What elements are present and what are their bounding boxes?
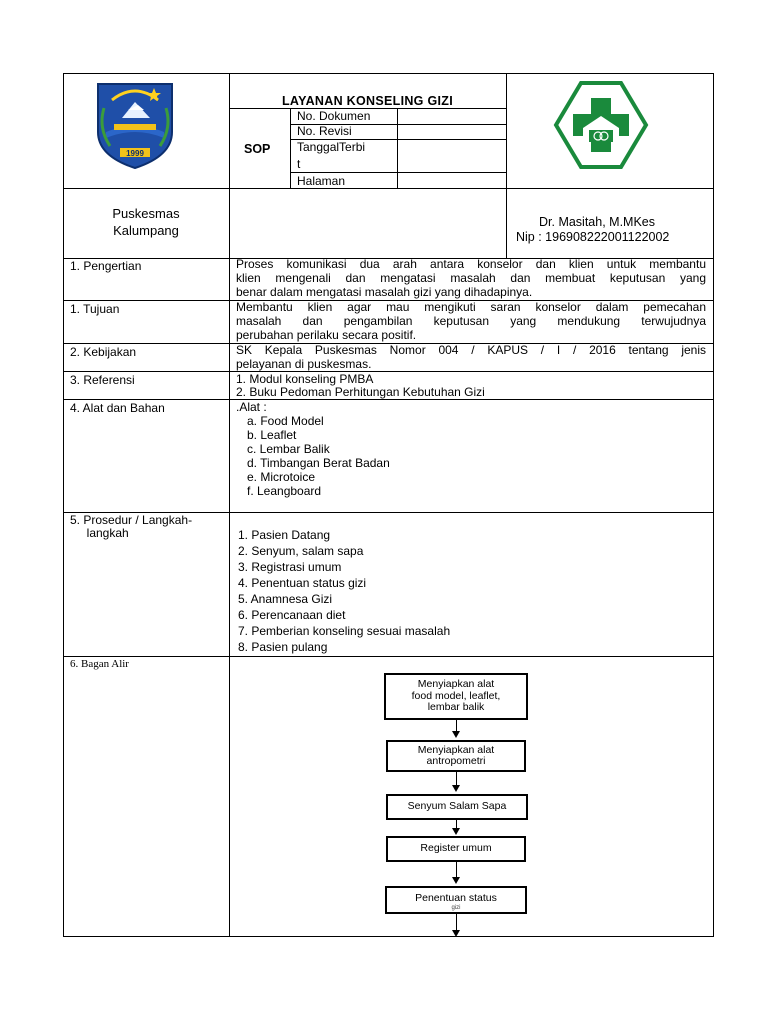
label-kebijakan: 2. Kebijakan: [70, 345, 137, 359]
alat-item-6: f. Leangboard: [247, 484, 322, 498]
tujuan-line-2: masalah dan pengambilan keputusan yang mendukung terwujudnya: [236, 314, 706, 328]
flow-text: Register umum: [420, 842, 492, 855]
flow-arrow-head: [452, 785, 460, 792]
divider: [397, 108, 398, 188]
alat-item-4: d. Timbangan Berat Badan: [247, 456, 390, 470]
regency-logo: [92, 80, 178, 170]
divider: [290, 172, 506, 173]
kebijakan-line-2: pelayanan di puskesmas.: [236, 357, 372, 371]
alat-heading: .Alat :: [236, 400, 267, 414]
divider: [229, 258, 230, 937]
flow-text: lembar balik: [427, 701, 485, 714]
pengertian-line-1: Proses komunikasi dua arah antara konselor dan klien untuk membantu: [236, 257, 706, 271]
signatory-name: Dr. Masitah, M.MKes: [539, 215, 655, 229]
divider: [63, 399, 714, 400]
label-alat-bahan: 4. Alat dan Bahan: [70, 401, 165, 415]
field-tanggal-terbit: TanggalTerbi: [297, 140, 366, 154]
label-prosedur: 5. Prosedur / Langkah-: [70, 513, 193, 527]
puskesmas-logo: [553, 80, 649, 170]
prosedur-item-1: 1. Pasien Datang: [238, 528, 331, 542]
label-pengertian: 1. Pengertian: [70, 259, 142, 273]
flow-arrow-head: [452, 828, 460, 835]
referensi-item-2: 2. Buku Pedoman Perhitungan Kebutuhan Gizi: [236, 385, 485, 399]
kebijakan-line-1: SK Kepala Puskesmas Nomor 004 / KAPUS / I / 2016 tentang jenis: [236, 343, 706, 357]
prosedur-item-5: 5. Anamnesa Gizi: [238, 592, 333, 606]
referensi-item-1: 1. Modul konseling PMBA: [236, 372, 374, 386]
tujuan-line-1: Membantu klien agar mau mengikuti saran konselor dalam pemecahan: [236, 300, 706, 314]
label-prosedur-cont: langkah: [70, 526, 129, 540]
divider: [290, 108, 291, 188]
divider: [63, 188, 714, 189]
flow-arrow-line: [456, 914, 457, 930]
logo-year: 1999: [126, 149, 144, 158]
tujuan-line-3: perubahan perilaku secara positif.: [236, 328, 417, 342]
flow-step-register-umum: [386, 836, 526, 862]
prosedur-item-6: 6. Perencanaan diet: [238, 608, 346, 622]
flow-text: food model, leaflet,: [411, 689, 501, 702]
flow-step-prepare-tools: [384, 673, 528, 720]
field-halaman: Halaman: [297, 174, 346, 188]
puskesmas-name-line2: Kalumpang: [113, 223, 179, 238]
flow-step-prepare-antropometri: [386, 740, 526, 772]
field-no-dokumen: No. Dokumen: [297, 109, 371, 123]
field-no-revisi: No. Revisi: [297, 124, 352, 138]
flow-text: gizi: [451, 904, 461, 911]
signatory-nip: Nip : 196908222001122002: [516, 230, 670, 244]
label-tujuan: 1. Tujuan: [70, 302, 120, 316]
sop-label: SOP: [244, 142, 271, 156]
flow-step-penentuan-status: [385, 886, 527, 914]
flow-text: Penentuan status: [415, 892, 497, 904]
prosedur-item-2: 2. Senyum, salam sapa: [238, 544, 364, 558]
flow-arrow-line: [456, 862, 457, 878]
alat-item-3: c. Lembar Balik: [247, 442, 330, 456]
prosedur-item-4: 4. Penentuan status gizi: [238, 576, 367, 590]
label-referensi: 3. Referensi: [70, 373, 135, 387]
divider: [63, 656, 714, 657]
pengertian-line-3: benar dalam mengatasi masalah gizi yang dihadapinya.: [236, 285, 533, 299]
document-title: LAYANAN KONSELING GIZI: [282, 94, 453, 108]
flow-arrow-head: [452, 877, 460, 884]
flow-arrow-head: [452, 731, 460, 738]
flow-text: Menyiapkan alat: [417, 743, 495, 756]
flow-text: Menyiapkan alat: [417, 678, 495, 691]
pengertian-line-2: klien mengenali dan mengatasi masalah dan membuat keputusan yang: [236, 271, 706, 285]
prosedur-item-8: 8. Pasien pulang: [238, 640, 328, 654]
label-bagan-alir: 6. Bagan Alir: [70, 658, 129, 670]
divider: [506, 73, 507, 258]
prosedur-item-7: 7. Pemberian konseling sesuai masalah: [238, 624, 451, 638]
field-tanggal-terbit-cont: t: [297, 157, 301, 171]
flow-step-senyum-salam-sapa: [386, 794, 528, 820]
alat-item-5: e. Microtoice: [247, 470, 316, 484]
flow-text: antropometri: [426, 755, 486, 767]
puskesmas-name-line1: Puskesmas: [112, 206, 180, 221]
flow-arrow-head: [452, 930, 460, 937]
alat-item-2: b. Leaflet: [247, 428, 297, 442]
alat-item-1: a. Food Model: [247, 414, 324, 428]
flow-text: Senyum Salam Sapa: [407, 800, 507, 813]
flow-arrow-line: [456, 772, 457, 786]
prosedur-item-3: 3. Registrasi umum: [238, 560, 342, 574]
